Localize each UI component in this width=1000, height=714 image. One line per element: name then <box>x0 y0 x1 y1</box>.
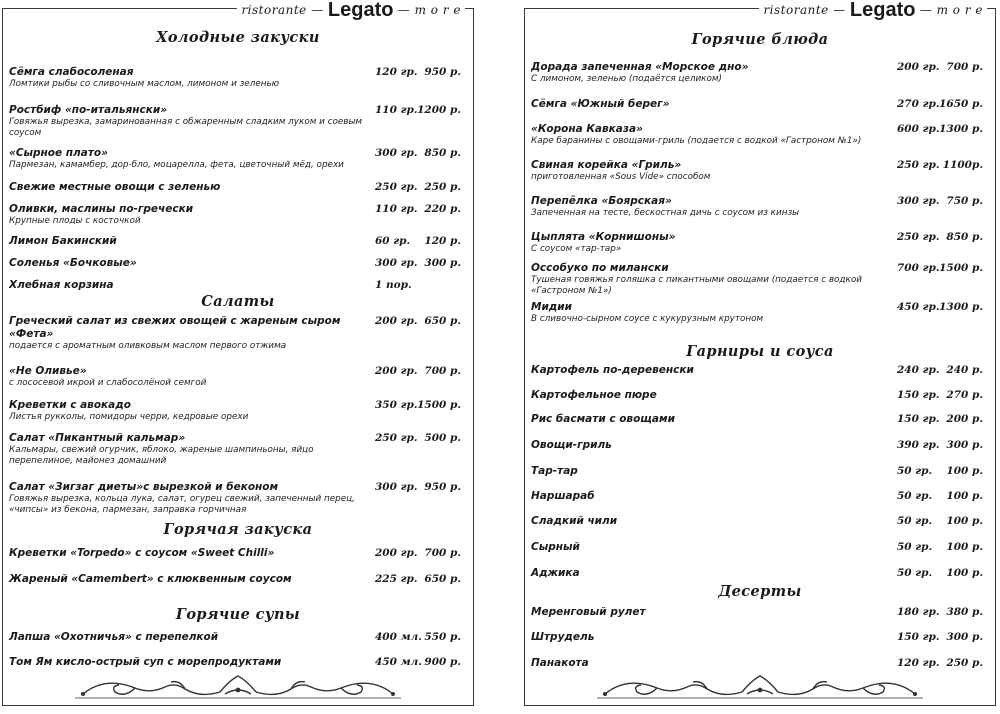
item-price: 300 р. <box>424 257 461 269</box>
brand-prefix: ristorante <box>241 3 307 17</box>
item-name: Картофельное пюре <box>531 389 657 401</box>
item-name: Панакота <box>531 657 589 669</box>
item-description: Запеченная на тесте, бескостная дичь с соусом из кинзы <box>531 208 800 218</box>
item-portion: 250 гр. <box>897 159 940 171</box>
item-portion: 200 гр. <box>897 61 940 73</box>
item-name: Соленья «Бочковые» <box>9 257 137 269</box>
item-description: подается с ароматным оливковым маслом первого отжима <box>9 341 287 351</box>
item-portion: 200 гр. <box>375 547 418 559</box>
item-name: Штрудель <box>531 631 595 643</box>
item-price: 700 р. <box>424 365 461 377</box>
item-price: 550 р. <box>424 631 461 643</box>
item-portion: 200 гр. <box>375 315 418 327</box>
item-price: 1500 р. <box>939 262 983 274</box>
menu-page-left <box>2 0 474 706</box>
item-portion: 450 гр. <box>897 301 940 313</box>
item-price: 1650 р. <box>939 98 983 110</box>
item-portion: 50 гр. <box>897 541 933 553</box>
item-price: 950 р. <box>424 481 461 493</box>
item-portion: 350 гр. <box>375 399 418 411</box>
item-name: Хлебная корзина <box>9 279 114 291</box>
item-price: 650 р. <box>424 315 461 327</box>
item-price: 650 р. <box>424 573 461 585</box>
item-portion: 110 гр. <box>375 203 418 215</box>
item-name: «Сырное плато» <box>9 147 108 159</box>
item-price: 900 р. <box>424 656 461 668</box>
item-price: 270 р. <box>946 389 983 401</box>
item-name: Дорада запеченная «Морское дно» <box>531 61 749 73</box>
item-portion: 240 гр. <box>897 364 940 376</box>
item-price: 700 р. <box>424 547 461 559</box>
item-description: С лимоном, зеленью (подаётся целиком) <box>531 74 722 84</box>
section-title: Десерты <box>718 583 802 600</box>
item-price: 1200 р. <box>417 104 461 116</box>
item-description: В сливочно-сырном соусе с кукурузным крутоном <box>531 314 764 324</box>
item-name: Греческий салат из свежих овощей с жареным сыром «Фета» <box>9 315 341 340</box>
item-portion: 150 гр. <box>897 389 940 401</box>
item-portion: 450 мл. <box>375 656 422 668</box>
item-name: Мидии <box>531 301 573 313</box>
item-portion: 110 гр. <box>375 104 418 116</box>
item-description: с лососевой икрой и слабосолёной семгой <box>9 378 207 388</box>
item-price: 1300 р. <box>939 301 983 313</box>
item-price: 500 р. <box>424 432 461 444</box>
item-price: 1100р. <box>942 159 983 171</box>
section-title: Горячая закуска <box>163 521 313 538</box>
item-name: «Не Оливье» <box>9 365 87 377</box>
item-name: Жареный «Camembert» с клюквенным соусом <box>9 573 292 585</box>
item-description: приготовленная «Sous Vide» способом <box>531 172 711 182</box>
item-price: 100 р. <box>946 490 983 502</box>
item-price: 100 р. <box>946 465 983 477</box>
item-portion: 60 гр. <box>375 235 411 247</box>
item-name: Креветки «Torpedo» с соусом «Sweet Chilli» <box>9 547 275 559</box>
brand-name: Legato <box>327 0 394 21</box>
brand-name: Legato <box>849 0 916 21</box>
item-portion: 270 гр. <box>897 98 940 110</box>
item-portion: 300 гр. <box>375 257 418 269</box>
item-name: Ростбиф «по-итальянски» <box>9 104 168 116</box>
item-portion: 50 гр. <box>897 567 933 579</box>
item-name: Лапша «Охотничья» с перепелкой <box>9 631 219 643</box>
section-title: Горячие блюда <box>691 31 829 48</box>
item-name: Цыплята «Корнишоны» <box>531 231 676 243</box>
item-description: Говяжья вырезка, кольца лука, салат, огурец свежий, запеченный перец, «чипсы» из бекона, пармезан, заправка горчичная <box>9 494 355 515</box>
item-portion: 390 гр. <box>897 439 940 451</box>
item-name: Меренговый рулет <box>531 606 646 618</box>
item-portion: 180 гр. <box>897 606 940 618</box>
item-portion: 120 гр. <box>897 657 940 669</box>
item-name: Сырный <box>531 541 580 553</box>
menu-page-right <box>524 0 996 706</box>
item-name: Оливки, маслины по-гречески <box>9 203 194 215</box>
item-portion: 300 гр. <box>375 147 418 159</box>
item-name: Свежие местные овощи с зеленью <box>9 181 221 193</box>
item-price: 300 р. <box>946 631 983 643</box>
brand-suffix: m o r e <box>936 3 983 17</box>
item-portion: 300 гр. <box>375 481 418 493</box>
item-price: 100 р. <box>946 567 983 579</box>
item-price: 850 р. <box>946 231 983 243</box>
item-price: 380 р. <box>946 606 983 618</box>
item-portion: 250 гр. <box>897 231 940 243</box>
brand-prefix: ristorante <box>763 3 829 17</box>
item-price: 300 р. <box>946 439 983 451</box>
item-price: 250 р. <box>424 181 461 193</box>
item-price: 240 р. <box>946 364 983 376</box>
item-price: 850 р. <box>424 147 461 159</box>
ornament-divider-icon <box>75 672 401 702</box>
item-description: Каре баранины с овощами-гриль (подается с водкой «Гастроном №1») <box>531 136 862 146</box>
item-price: 1300 р. <box>939 123 983 135</box>
item-name: Лимон Бакинский <box>9 235 117 247</box>
item-price: 700 р. <box>946 61 983 73</box>
item-price: 750 р. <box>946 195 983 207</box>
item-description: Крупные плоды с косточкой <box>9 216 141 226</box>
item-portion: 225 гр. <box>375 573 418 585</box>
menu-content-left <box>3 9 473 669</box>
item-portion: 120 гр. <box>375 66 418 78</box>
item-portion: 50 гр. <box>897 490 933 502</box>
item-price: 250 р. <box>946 657 983 669</box>
item-name: Оссобуко по милански <box>531 262 669 274</box>
item-description: С соусом «тар-тар» <box>531 244 622 254</box>
item-name: Креветки с авокадо <box>9 399 131 411</box>
item-price: 120 р. <box>424 235 461 247</box>
brand-logo: ristorante — Legato — m o r e <box>237 1 465 19</box>
item-name: Аджика <box>531 567 580 579</box>
item-portion: 150 гр. <box>897 413 940 425</box>
item-portion: 600 гр. <box>897 123 940 135</box>
item-price: 100 р. <box>946 515 983 527</box>
item-description: Говяжья вырезка, замаринованная с обжаренным сладким луком и соевым соусом <box>9 117 363 138</box>
section-title: Горячие супы <box>175 606 301 623</box>
ornament-divider-icon <box>597 672 923 702</box>
item-portion: 150 гр. <box>897 631 940 643</box>
item-name: Том Ям кисло-острый суп с морепродуктами <box>9 656 282 668</box>
item-name: Сёмга «Южный берег» <box>531 98 670 110</box>
item-portion: 50 гр. <box>897 465 933 477</box>
brand-logo: ristorante — Legato — m o r e <box>759 1 987 19</box>
item-price: 950 р. <box>424 66 461 78</box>
item-portion: 700 гр. <box>897 262 940 274</box>
item-description: Листья рукколы, помидоры черри, кедровые орехи <box>9 412 249 422</box>
item-name: Рис басмати с овощами <box>531 413 675 425</box>
brand-suffix: m o r e <box>414 3 461 17</box>
item-name: Свиная корейка «Гриль» <box>531 159 682 171</box>
item-name: Салат «Зигзаг диеты»с вырезкой и беконом <box>9 481 279 493</box>
section-title: Салаты <box>201 293 275 310</box>
item-price: 100 р. <box>946 541 983 553</box>
item-portion: 50 гр. <box>897 515 933 527</box>
item-price: 220 р. <box>424 203 461 215</box>
item-name: Наршараб <box>531 490 595 502</box>
item-name: Перепёлка «Боярская» <box>531 195 672 207</box>
item-description: Тушеная говяжья голяшка с пикантными овощами (подается с водкой «Гастроном №1») <box>531 275 862 296</box>
menu-content-right <box>525 9 995 669</box>
section-title: Холодные закуски <box>156 29 320 46</box>
item-name: Сёмга слабосоленая <box>9 66 134 78</box>
item-portion: 300 гр. <box>897 195 940 207</box>
item-name: «Корона Кавказа» <box>531 123 643 135</box>
item-name: Картофель по-деревенски <box>531 364 694 376</box>
item-portion: 400 мл. <box>375 631 422 643</box>
item-description: Ломтики рыбы со сливочным маслом, лимоном и зеленью <box>9 79 280 89</box>
item-description: Пармезан, камамбер, дор-бло, моцарелла, фета, цветочный мёд, орехи <box>9 160 344 170</box>
item-description: Кальмары, свежий огурчик, яблоко, жареные шампиньоны, яйцо перепелиное, майонез домашний <box>9 445 314 466</box>
item-name: Салат «Пикантный кальмар» <box>9 432 186 444</box>
item-price: 200 р. <box>946 413 983 425</box>
item-price: 1500 р. <box>417 399 461 411</box>
item-name: Сладкий чили <box>531 515 618 527</box>
item-name: Тар-тар <box>531 465 578 477</box>
item-portion: 1 пор. <box>375 279 412 291</box>
item-portion: 250 гр. <box>375 432 418 444</box>
item-portion: 200 гр. <box>375 365 418 377</box>
section-title: Гарниры и соуса <box>686 343 834 360</box>
item-name: Овощи-гриль <box>531 439 612 451</box>
item-portion: 250 гр. <box>375 181 418 193</box>
